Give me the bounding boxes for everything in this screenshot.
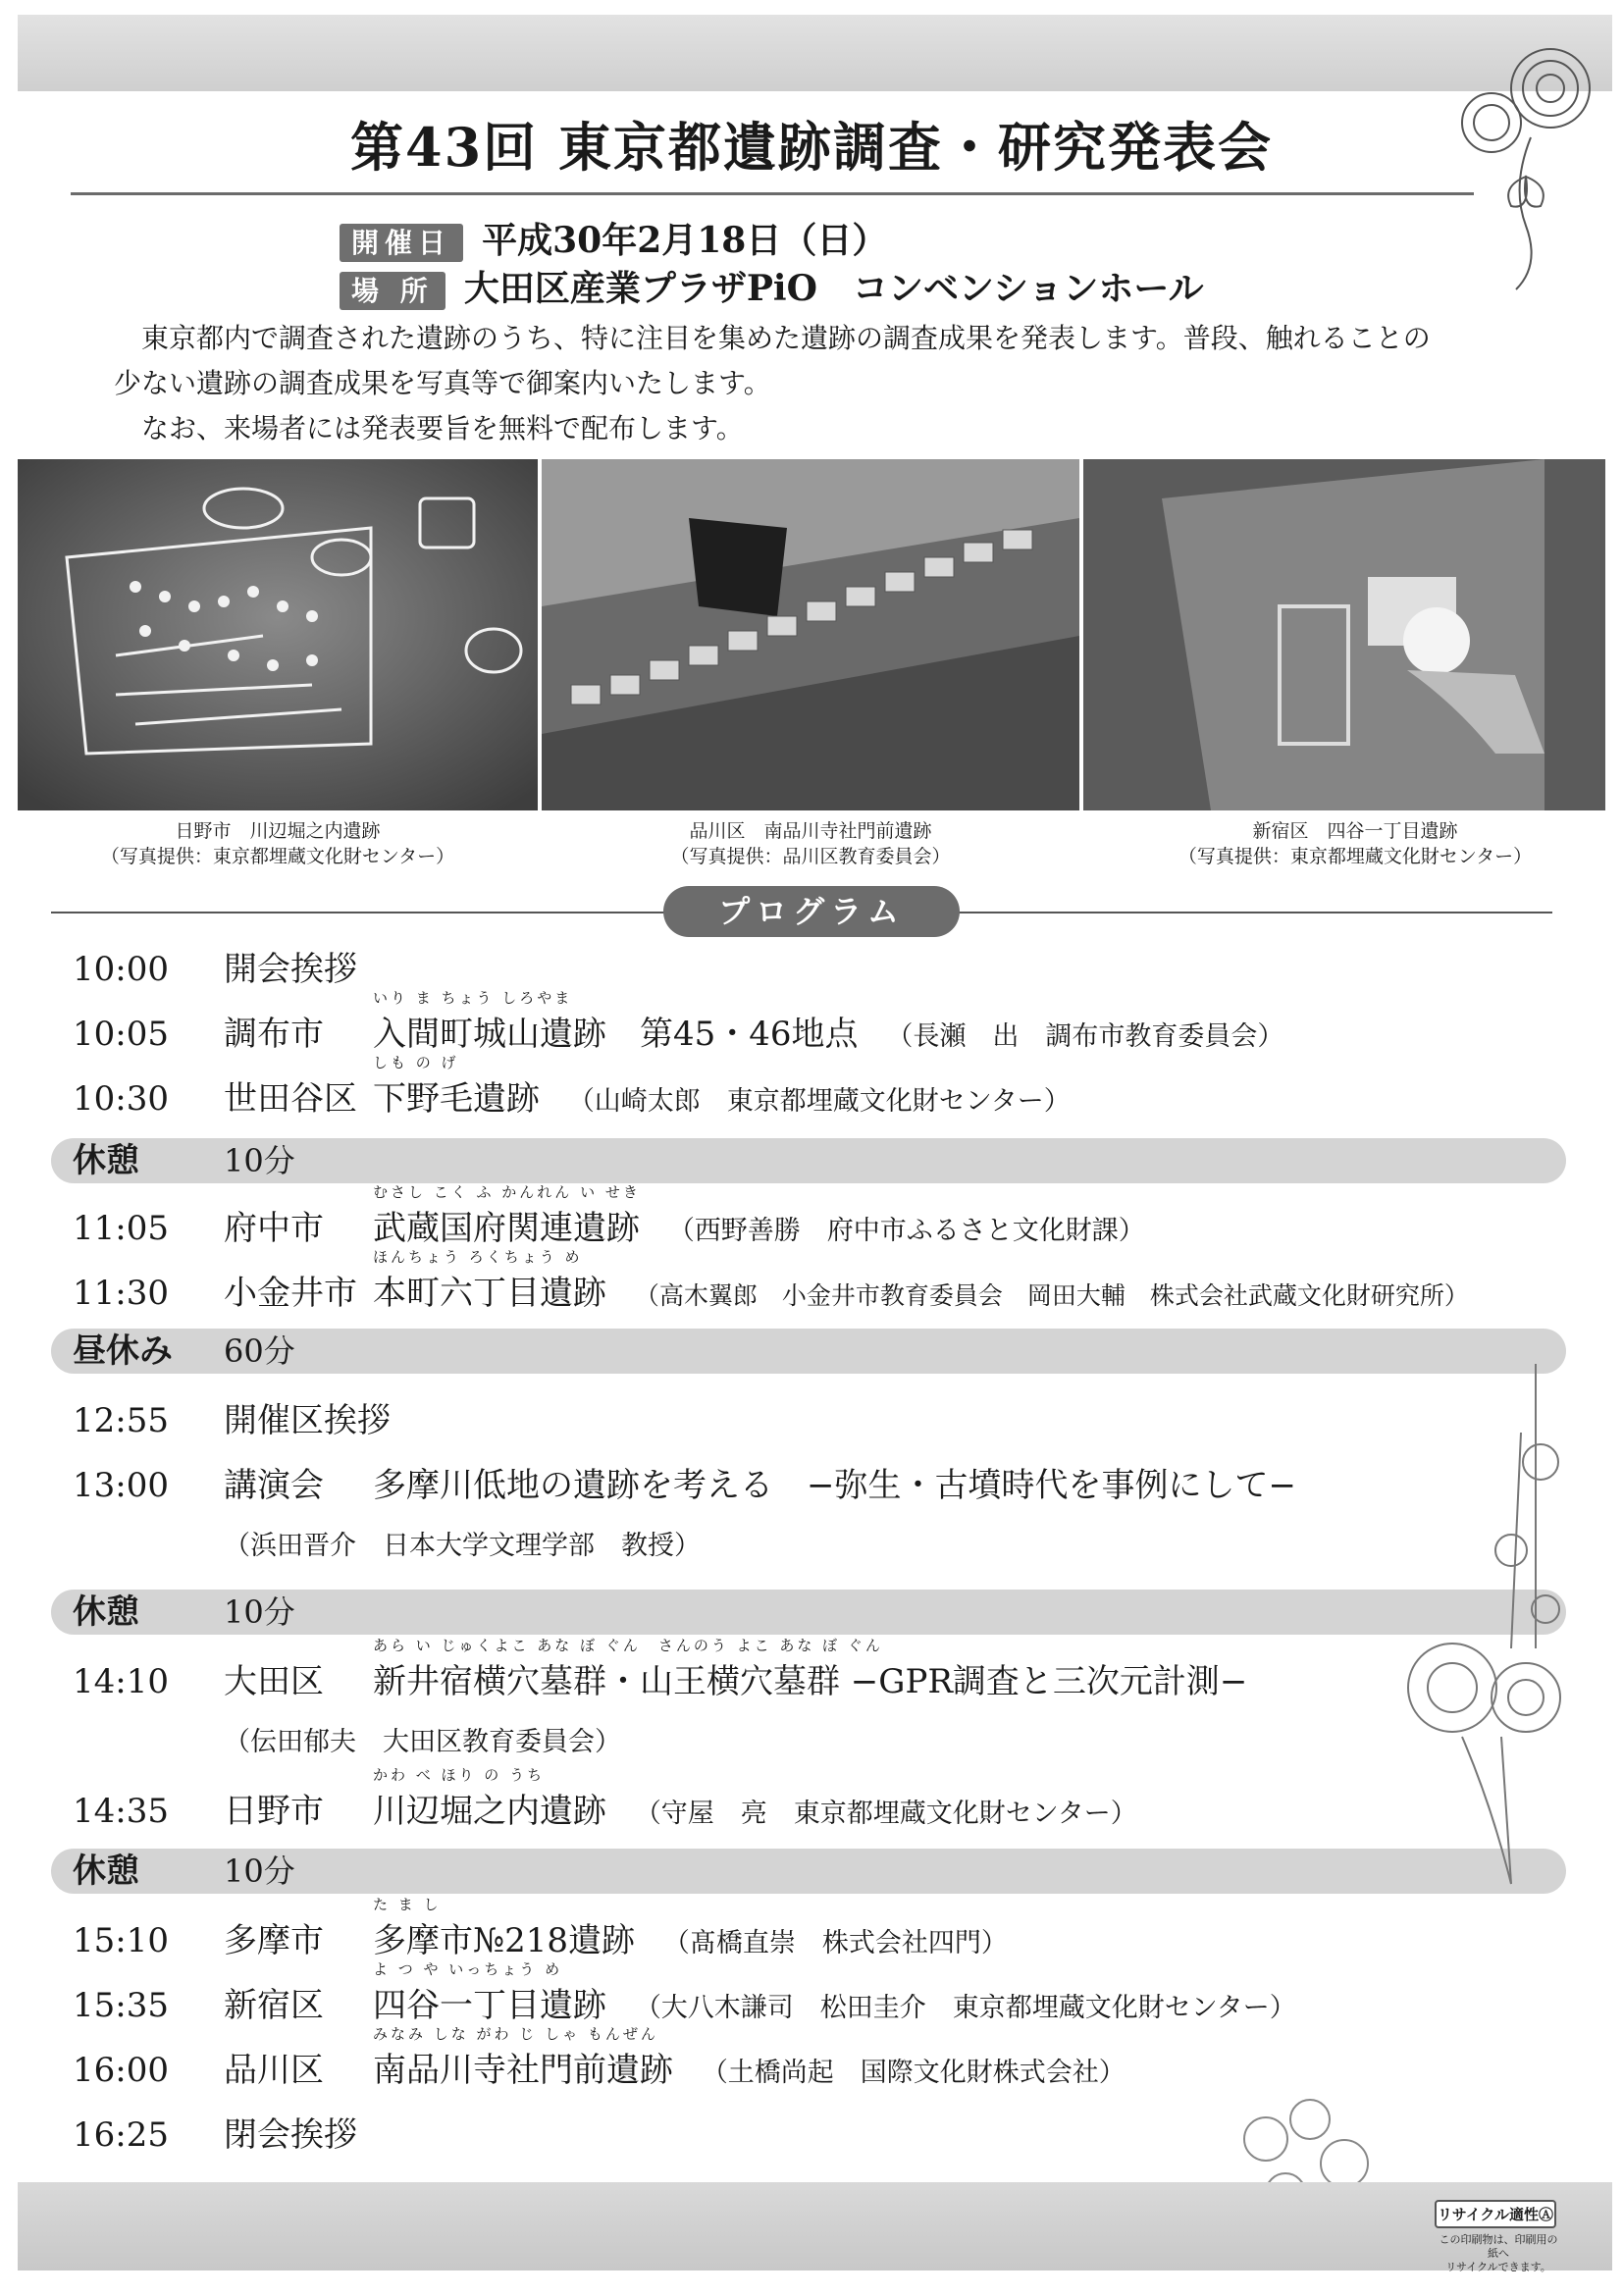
row-site-name: 新井宿横穴墓群・山王横穴墓群 −GPR調査と三次元計測− bbox=[373, 1662, 1248, 1701]
row-time: 13:00 bbox=[73, 1466, 169, 1505]
row-city: 開催区挨拶 bbox=[224, 1401, 391, 1440]
row-city: 大田区 bbox=[224, 1662, 324, 1701]
description-line-1: 東京都内で調査された遺跡のうち、特に注目を集めた遺跡の調査成果を発表します。普段、触れることの bbox=[141, 322, 1431, 354]
row-presenter: （高木翼郎 小金井市教育委員会 岡田大輔 株式会社武蔵文化財研究所） bbox=[634, 1281, 1469, 1310]
break-duration: 10分 bbox=[224, 1593, 295, 1631]
event-place bbox=[340, 261, 1204, 311]
row-site-name: 南品川寺社門前遺跡 bbox=[373, 2051, 673, 2090]
program-row bbox=[0, 1896, 1623, 1968]
description bbox=[114, 316, 1507, 451]
row-time: 15:10 bbox=[73, 1921, 169, 1960]
break-band bbox=[51, 1329, 1566, 1374]
excavation-photo-3 bbox=[1083, 459, 1605, 810]
row-presenter: （土橋尚起 国際文化財株式会社） bbox=[701, 2058, 1126, 2088]
program-row bbox=[0, 1960, 1623, 2033]
row-site-ruby: あら い じゅくよこ あな ぼ ぐん さんのう よこ あな ぼ ぐん bbox=[373, 1637, 883, 1654]
row-site bbox=[373, 1054, 1071, 1129]
row-site-name: 四谷一丁目遺跡 bbox=[373, 1986, 606, 2025]
event-date bbox=[340, 213, 887, 263]
break-duration: 10分 bbox=[224, 1142, 295, 1179]
date-label: 開催日 bbox=[340, 224, 463, 262]
row-site bbox=[373, 989, 1284, 1065]
break-label: 昼休み bbox=[73, 1331, 173, 1371]
row-site-ruby: むさし こく ふ かんれん い せき bbox=[373, 1183, 641, 1201]
break-band bbox=[51, 1138, 1566, 1183]
photo-minamishinagawa bbox=[542, 459, 1079, 810]
row-presenter: （西野善勝 府中市ふるさと文化財課） bbox=[667, 1216, 1145, 1246]
row-city: 調布市 bbox=[224, 1015, 324, 1054]
ota-presenter: （伝田郁夫 大田区教育委員会） bbox=[224, 1727, 621, 1757]
recycle-note-line-2: リサイクルできます。 bbox=[1445, 2261, 1551, 2273]
break-label: 休憩 bbox=[73, 1592, 139, 1632]
recycle-note-line-1: この印刷物は、印刷用の紙へ bbox=[1439, 2233, 1558, 2260]
photo-caption-1 bbox=[47, 818, 508, 869]
row-site-name: 本町六丁目遺跡 bbox=[373, 1274, 606, 1313]
row-time: 15:35 bbox=[73, 1986, 169, 2025]
row-site bbox=[373, 1766, 1137, 1842]
row-time: 10:30 bbox=[73, 1079, 169, 1119]
description-line-3: なお、来場者には発表要旨を無料で配布します。 bbox=[141, 412, 744, 444]
program-row bbox=[0, 989, 1623, 1062]
bottom-band bbox=[18, 2182, 1612, 2270]
photo-yotsuya bbox=[1083, 459, 1605, 810]
description-line-2: 少ない遺跡の調査成果を写真等で御案内いたします。 bbox=[114, 367, 771, 399]
date-value: 平成30年2月18日（日） bbox=[482, 220, 888, 261]
row-city: 講演会 bbox=[224, 1466, 324, 1505]
row-presenter: （長瀬 出 調布市教育委員会） bbox=[886, 1021, 1284, 1052]
program-row bbox=[0, 942, 1623, 997]
row-site-name: 多摩市№218遺跡 bbox=[373, 1921, 636, 1960]
row-site-ruby: しも の げ bbox=[373, 1054, 459, 1071]
row-site-name: 川辺堀之内遺跡 bbox=[373, 1792, 606, 1831]
row-site-ruby: かわ べ ほり の うち bbox=[373, 1766, 546, 1784]
row-presenter: （守屋 亮 東京都埋蔵文化財センター） bbox=[634, 1799, 1137, 1829]
page-title: 第43回 東京都遺跡調査・研究発表会 bbox=[350, 116, 1273, 179]
place-label: 場 所 bbox=[340, 272, 445, 310]
break-label: 休憩 bbox=[73, 1141, 139, 1180]
row-city: 小金井市 bbox=[224, 1274, 357, 1313]
program-heading: プログラム bbox=[663, 886, 960, 937]
photo-caption-3-site: 新宿区 四谷一丁目遺跡 bbox=[1252, 820, 1458, 842]
row-city: 品川区 bbox=[224, 2051, 324, 2090]
program-row bbox=[0, 1054, 1623, 1126]
row-presenter: （大八木謙司 松田圭介 東京都埋蔵文化財センター） bbox=[634, 1993, 1296, 2023]
row-site-ruby: ほんちょう ろくちょう め bbox=[373, 1248, 583, 1266]
excavation-photo-1 bbox=[18, 459, 538, 810]
photo-caption-3 bbox=[1125, 818, 1586, 869]
recycle-note bbox=[1435, 2233, 1562, 2274]
break-band bbox=[51, 1590, 1566, 1635]
photo-caption-3-credit: （写真提供：東京都埋蔵文化財センター） bbox=[1178, 846, 1533, 867]
break-duration: 10分 bbox=[224, 1852, 295, 1890]
row-time: 16:00 bbox=[73, 2051, 169, 2090]
row-time: 14:10 bbox=[73, 1662, 169, 1701]
row-time: 10:05 bbox=[73, 1015, 169, 1054]
row-time: 16:25 bbox=[73, 2115, 169, 2155]
flower-bouquet-decoration-icon bbox=[1354, 1354, 1590, 1904]
program-row bbox=[0, 1248, 1623, 1321]
row-site bbox=[373, 1248, 1469, 1324]
photo-caption-1-credit: （写真提供：東京都埋蔵文化財センター） bbox=[100, 846, 455, 867]
photo-kawabe bbox=[18, 459, 538, 810]
row-city: 多摩市 bbox=[224, 1921, 324, 1960]
break-band bbox=[51, 1849, 1566, 1894]
title-divider bbox=[71, 192, 1474, 195]
row-city: 日野市 bbox=[224, 1792, 324, 1831]
row-time: 10:00 bbox=[73, 950, 169, 989]
recycle-badge: リサイクル適性Ⓐ bbox=[1435, 2200, 1556, 2228]
row-city: 開会挨拶 bbox=[224, 950, 357, 989]
row-presenter: （髙橋直崇 株式会社四門） bbox=[662, 1928, 1008, 1958]
break-label: 休憩 bbox=[73, 1852, 139, 1891]
excavation-photo-2 bbox=[542, 459, 1079, 810]
row-city: 閉会挨拶 bbox=[224, 2115, 357, 2155]
row-city: 府中市 bbox=[224, 1209, 324, 1248]
row-site-ruby: いり ま ちょう しろやま bbox=[373, 989, 573, 1007]
photo-caption-2-credit: （写真提供：品川区教育委員会） bbox=[670, 846, 951, 867]
row-city: 世田谷区 bbox=[224, 1079, 357, 1119]
row-site-ruby: よ つ や いっちょう め bbox=[373, 1960, 563, 1978]
row-site-ruby: みなみ しな がわ じ しゃ もんぜん bbox=[373, 2025, 658, 2043]
row-site-name: 多摩川低地の遺跡を考える −弥生・古墳時代を事例にして− bbox=[373, 1466, 1296, 1505]
photo-caption-2 bbox=[585, 818, 1036, 869]
photo-caption-1-site: 日野市 川辺堀之内遺跡 bbox=[175, 820, 381, 842]
top-band bbox=[18, 15, 1612, 91]
photo-caption-2-site: 品川区 南品川寺社門前遺跡 bbox=[689, 820, 932, 842]
break-duration: 60分 bbox=[224, 1332, 295, 1370]
place-value: 大田区産業プラザPiO コンベンションホール bbox=[463, 268, 1204, 309]
row-site-name: 下野毛遺跡 bbox=[373, 1079, 540, 1119]
row-time: 11:30 bbox=[73, 1274, 169, 1313]
row-site-ruby: た ま し bbox=[373, 1896, 442, 1913]
row-site bbox=[373, 2025, 1126, 2101]
program-row bbox=[0, 1183, 1623, 1256]
row-site-name: 入間町城山遺跡 第45・46地点 bbox=[373, 1015, 859, 1054]
row-time: 11:05 bbox=[73, 1209, 169, 1248]
row-presenter: （山崎太郎 東京都埋蔵文化財センター） bbox=[567, 1086, 1071, 1117]
row-city: 新宿区 bbox=[224, 1986, 324, 2025]
row-time: 12:55 bbox=[73, 1401, 169, 1440]
row-site-name: 武蔵国府関連遺跡 bbox=[373, 1209, 640, 1248]
row-time: 14:35 bbox=[73, 1792, 169, 1831]
lecture-presenter: （浜田晋介 日本大学文理学部 教授） bbox=[224, 1531, 701, 1561]
row-site bbox=[373, 1637, 1248, 1709]
